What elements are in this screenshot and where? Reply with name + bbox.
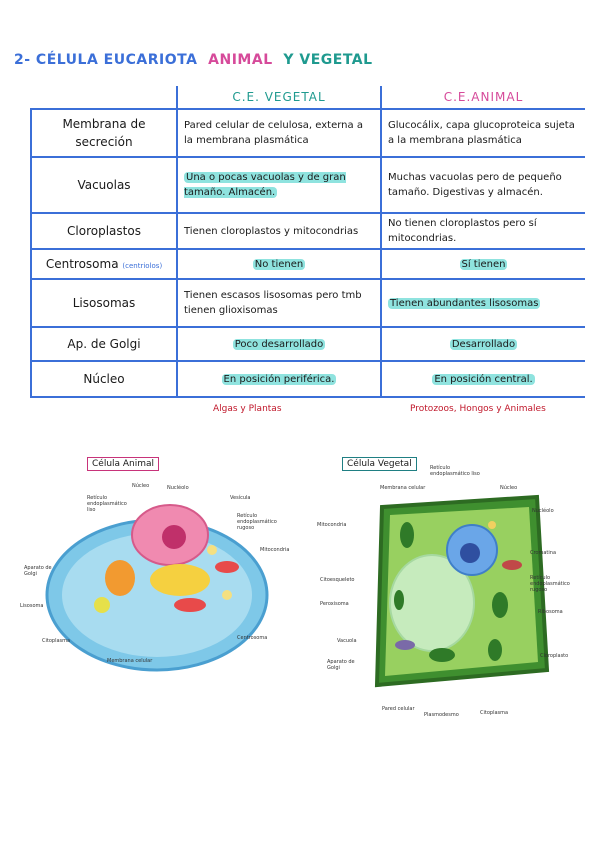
- row-label: Membrana de secreción: [31, 109, 177, 157]
- row-label: Núcleo: [31, 361, 177, 397]
- row-label: Centrosoma (centriolos): [31, 249, 177, 279]
- cell-animal: En posición central.: [381, 361, 585, 397]
- cell-vegetal: Tienen cloroplastos y mitocondrias: [177, 213, 381, 249]
- cell-vegetal: Una o pocas vacuolas y de gran tamaño. Almacén.: [177, 157, 381, 213]
- cell-vegetal: Tienen escasos lisosomas pero tmb tienen glioxisomas: [177, 279, 381, 327]
- footer-animal: Protozoos, Hongos y Animales: [410, 404, 546, 414]
- footer-vegetal: Algas y Plantas: [213, 404, 282, 414]
- cell-vegetal: Poco desarrollado: [177, 327, 381, 361]
- cell-animal: Muchas vacuolas pero de pequeño tamaño. Digestivas y almacén.: [381, 157, 585, 213]
- cell-animal: Glucocálix, capa glucoproteica sujeta a la membrana plasmática: [381, 109, 585, 157]
- plant-diagram-title: Célula Vegetal: [342, 457, 417, 471]
- cell-animal: Sí tienen: [381, 249, 585, 279]
- row-label: Lisosomas: [31, 279, 177, 327]
- header-animal: C.E.ANIMAL: [381, 86, 585, 109]
- cell-animal: Desarrollado: [381, 327, 585, 361]
- animal-cell-illustration: [12, 455, 300, 725]
- cell-vegetal: No tienen: [177, 249, 381, 279]
- cell-vegetal: En posición periférica.: [177, 361, 381, 397]
- cell-animal: Tienen abundantes lisosomas: [381, 279, 585, 327]
- plant-cell-diagram: Célula Vegetal Retículo endoplasmático liso Membrana celular Núcleo Mitocondria Nucléolo Cromatina Citoesqueleto Retículo endoplasmático rugoso Peroxisoma Ribosoma Vacuola Cloroplasto Aparato de Golgi Pared celular Plasmodesmo Citoplasma: [312, 455, 592, 725]
- header-vegetal: C.E. VEGETAL: [177, 86, 381, 109]
- animal-diagram-title: Célula Animal: [87, 457, 159, 471]
- row-label: Ap. de Golgi: [31, 327, 177, 361]
- row-label: Vacuolas: [31, 157, 177, 213]
- cell-animal: No tienen cloroplastos pero sí mitocondrias.: [381, 213, 585, 249]
- cell-vegetal: Pared celular de celulosa, externa a la membrana plasmática: [177, 109, 381, 157]
- page-title: 2- CÉLULA EUCARIOTA ANIMAL Y VEGETAL: [14, 52, 373, 68]
- animal-cell-diagram: Célula Animal Núcleo Nucléolo Vesícula Retículo endoplasmático liso Retículo endoplasmático rugoso Mitocondria Aparato de Golgi Lisosoma Citoplasma Centrosoma Membrana celular: [12, 455, 300, 725]
- row-label: Cloroplastos: [31, 213, 177, 249]
- comparison-table: [30, 86, 584, 395]
